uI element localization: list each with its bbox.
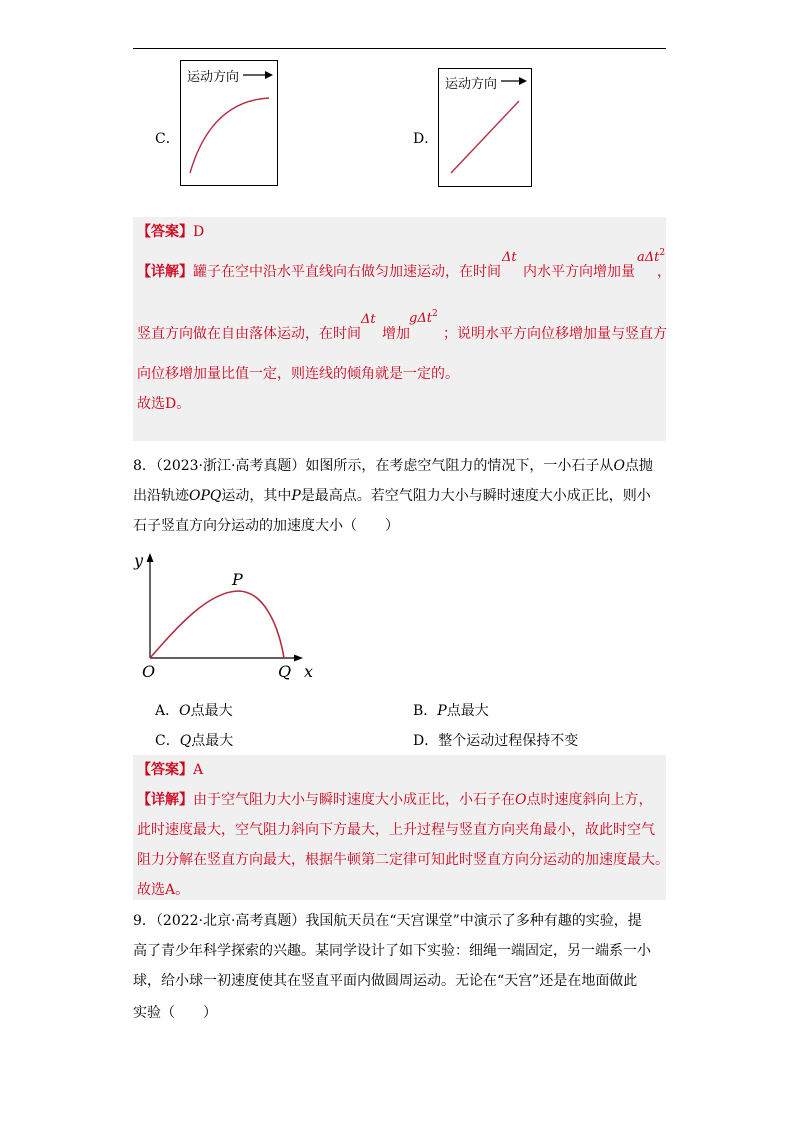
math-a-delta-t2: aΔt$^2$ [637,248,666,265]
detail-line-3: 向位移增加量比值一定，则连线的倾角就是一定的。 [137,366,459,382]
q9-line-4: 实验（ ） [133,1005,217,1021]
option-c-label: C． [155,131,180,147]
header-rule [133,48,666,49]
option-c-figure [180,60,278,186]
trajectory-graph [128,548,328,683]
answer-line: 【答案】A [137,762,204,778]
detail-line-4: 故选D。 [137,396,191,412]
y-axis-label: y [134,551,144,570]
detail-line-2: 竖直方向做在自由落体运动，在时间 [137,326,361,342]
y-axis-arrow-icon [147,553,154,562]
direction-arrow-and-curve [181,61,277,185]
x-axis-label: x [304,662,314,681]
answer-line: 【答案】D [137,224,205,240]
detail-line-2-b: 增加 [382,326,410,342]
q9-line-3: 球，给小球一初速度使其在竖直平面内做圆周运动。无论在“天宫”还是在地面做此 [133,973,638,989]
detail-line-3: 阻力分解在竖直方向最大，根据牛顿第二定律可知此时竖直方向分运动的加速度最大。 [137,852,669,868]
detail-line-4: 故选A。 [137,882,190,898]
direction-label: 运动方向 [445,77,498,92]
trajectory-curve [150,591,284,658]
math-delta-t: Δt [502,250,517,265]
x-axis-arrow-icon [294,655,303,662]
q9-line-1: 9．（2022·北京·高考真题）我国航天员在“天宫课堂”中演示了多种有趣的实验，提 [133,913,642,929]
detail-line-1-b: 内水平方向增加量 [523,264,635,280]
q9-line-2: 高了青少年科学探索的兴趣。某同学设计了如下实验：细绳一端固定，另一端系一小 [133,943,651,959]
detail-line-2: 此时速度最大，空气阻力斜向下方最大，上升过程与竖直方向夹角最小，故此时空气 [137,822,655,838]
q8-line-3: 石子竖直方向分运动的加速度大小（ ） [133,518,399,534]
answer-block-8 [133,755,669,900]
choice-a: A．O点最大 [155,703,233,719]
point-o-label: O [142,662,156,681]
choice-b: B．P点最大 [413,703,489,719]
choice-d: D．整个运动过程保持不变 [413,733,579,749]
choice-c: C．Q点最大 [155,733,234,749]
detail-line-2-c: ；说明水平方向位移增加量与竖直方 [443,326,667,342]
detail-line-1: 【详解】罐子在空中沿水平直线向右做匀加速运动，在时间 [137,264,501,280]
option-d-figure [438,68,532,187]
option-d-label: D． [413,131,439,147]
answer-block-7 [133,217,671,441]
math-g-delta-t2: gΔt$^2$ [409,309,438,326]
q8-line-2: 出沿轨迹OPQ运动，其中P是最高点。若空气阻力大小与瞬时速度大小成正比，则小 [133,488,651,504]
detail-line-1-c: ， [657,264,671,280]
math-delta-t-2: Δt [361,312,376,327]
direction-label: 运动方向 [187,70,240,85]
point-q-label: Q [278,662,292,681]
point-p-label: P [232,570,243,589]
q8-line-1: 8．（2023·浙江·高考真题）如图所示，在考虑空气阻力的情况下，一小石子从O点抛 [133,458,653,474]
direction-arrow-and-line [439,69,531,186]
detail-line-1: 【详解】由于空气阻力大小与瞬时速度大小成正比，小石子在O点时速度斜向上方， [137,792,653,808]
